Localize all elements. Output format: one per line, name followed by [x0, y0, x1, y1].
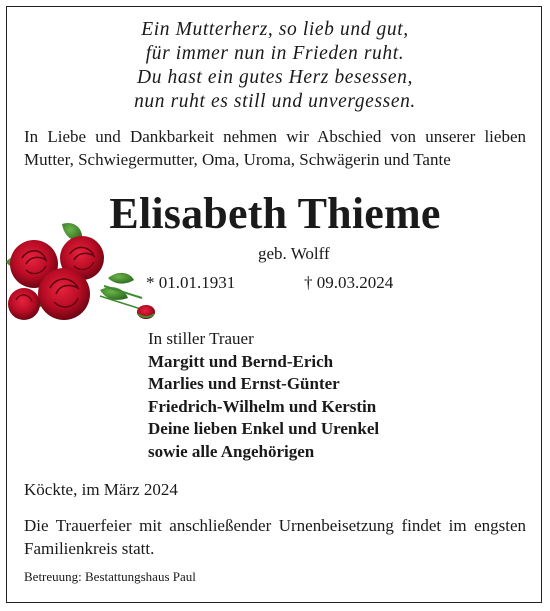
mourner-name: Deine lieben Enkel und Urenkel [148, 419, 380, 438]
place-date: Köckte, im März 2024 [24, 480, 178, 499]
mourner-name: Friedrich-Wilhelm und Kerstin [148, 396, 377, 416]
care-note: Betreuung: Bestattungshaus Paul [24, 569, 196, 584]
poem-line: Du hast ein gutes Herz besessen, [137, 67, 413, 88]
mourner-name: sowie alle Angehörigen [148, 441, 315, 461]
deceased-name: Elisabeth Thieme [109, 189, 441, 238]
farewell-text: In Liebe und Dankbarkeit nehmen wir Abschied von unserer lieben Mutter, Schwiegermutter, Oma, Uroma, Schwägerin und Tante [24, 127, 526, 169]
maiden-name: geb. Wolff [258, 244, 330, 263]
mourner-name: Marlies und Ernst-Günter [148, 374, 340, 393]
birth-date: * 01.01.1931 [146, 273, 236, 292]
poem-line: für immer nun in Frieden ruht. [145, 43, 405, 64]
mourners-intro: In stiller Trauer [148, 329, 254, 348]
red-roses-icon [4, 218, 164, 326]
poem-line: Ein Mutterherz, so lieb und gut, [141, 19, 409, 40]
mourner-name: Margitt und Bernd-Erich [148, 351, 334, 371]
poem-line: nun ruht es still und unvergessen. [134, 91, 416, 112]
death-date: † 09.03.2024 [304, 273, 394, 292]
memorial-poem [0, 18, 550, 114]
funeral-note: Die Trauerfeier mit anschließender Urnenbeisetzung findet im engsten Familienkreis statt. [24, 516, 526, 558]
mourners-block [148, 328, 379, 463]
